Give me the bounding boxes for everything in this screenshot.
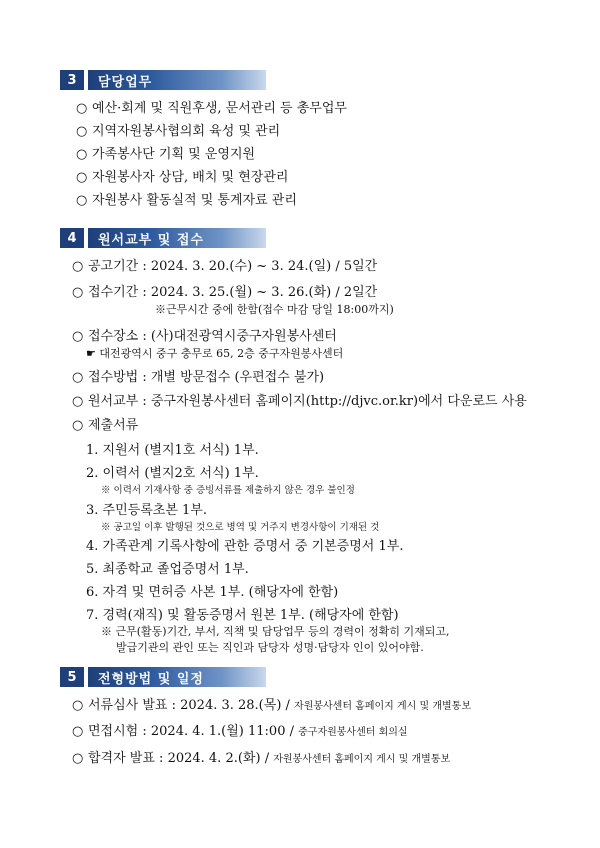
document-note: ※ 공고일 이후 발행된 것으로 병역 및 거주지 변경사항이 기재된 것 <box>101 522 380 533</box>
document-item: 3. 주민등록초본 1부. <box>86 503 207 518</box>
notice-period: ○ 공고기간 : 2024. 3. 20.(수) ~ 3. 24.(일) / 5일간 <box>72 259 378 274</box>
pointer-icon: ☛ <box>86 347 96 360</box>
document-item: 6. 자격 및 면허증 사본 1부. (해당자에 한함) <box>86 585 339 600</box>
reception-address: ☛ 대전광역시 중구 충무로 65, 2층 중구자원봉사센터 <box>86 347 344 360</box>
reception-place: ○ 접수장소 : (사)대전광역시중구자원봉사센터 <box>72 329 337 344</box>
document-note: ※ 이력서 기재사항 중 증빙서류를 제출하지 않은 경우 불인정 <box>101 485 355 496</box>
reception-method: ○ 접수방법 : 개별 방문접수 (우편접수 불가) <box>72 370 325 385</box>
section-title: 담당업무 <box>88 70 266 90</box>
section-header-schedule <box>60 667 266 687</box>
duty-item: ○ 예산·회계 및 직원후생, 문서관리 등 총무업무 <box>76 101 347 116</box>
document-item: 5. 최종학교 졸업증명서 1부. <box>86 562 249 577</box>
section-title: 전형방법 및 일정 <box>88 667 266 687</box>
form-distribution: ○ 원서교부 : 중구자원봉사센터 홈페이지(http://djvc.or.kr)에서 다운로드 사용 <box>72 394 527 409</box>
section-number: 3 <box>60 70 84 90</box>
duty-item: ○ 자원봉사 활동실적 및 통계자료 관리 <box>76 193 297 208</box>
document-item: 7. 경력(재직) 및 활동증명서 원본 1부. (해당자에 한함) <box>86 608 399 623</box>
section-number: 4 <box>60 228 84 248</box>
documents-title: ○ 제출서류 <box>72 418 139 433</box>
schedule-item: ○ 서류심사 발표 : 2024. 3. 28.(목) / 자원봉사센터 홈페이지 게시 및 개별통보 <box>72 698 471 713</box>
receipt-period: ○ 접수기간 : 2024. 3. 25.(월) ~ 3. 26.(화) / 2일간 <box>72 285 378 300</box>
section-number: 5 <box>60 667 84 687</box>
schedule-item: ○ 합격자 발표 : 2024. 4. 2.(화) / 자원봉사센터 홈페이지 게시 및 개별통보 <box>72 751 451 766</box>
section-title: 원서교부 및 접수 <box>88 228 266 248</box>
document-item: 4. 가족관계 기록사항에 관한 증명서 중 기본증명서 1부. <box>86 539 404 554</box>
document-item: 1. 지원서 (별지1호 서식) 1부. <box>86 443 259 458</box>
receipt-note: ※근무시간 중에 한함(접수 마감 당일 18:00까지) <box>155 303 394 316</box>
section-header-reception <box>60 228 266 248</box>
document-note: ※ 근무(활동)기간, 부서, 직책 및 담당업무 등의 경력이 정확히 기재되고, <box>101 625 450 638</box>
duty-item: ○ 가족봉사단 기획 및 운영지원 <box>76 147 256 162</box>
duty-item: ○ 자원봉사자 상담, 배치 및 현장관리 <box>76 170 289 185</box>
document-note-continued: 발급기관의 관인 또는 직인과 담당자 성명·담당자 인이 있어야함. <box>116 641 424 654</box>
section-header-duties <box>60 70 266 90</box>
duty-item: ○ 지역자원봉사협의회 육성 및 관리 <box>76 124 281 139</box>
schedule-item: ○ 면접시험 : 2024. 4. 1.(월) 11:00 / 중구자원봉사센터 회의실 <box>72 724 408 739</box>
document-item: 2. 이력서 (별지2호 서식) 1부. <box>86 466 259 481</box>
